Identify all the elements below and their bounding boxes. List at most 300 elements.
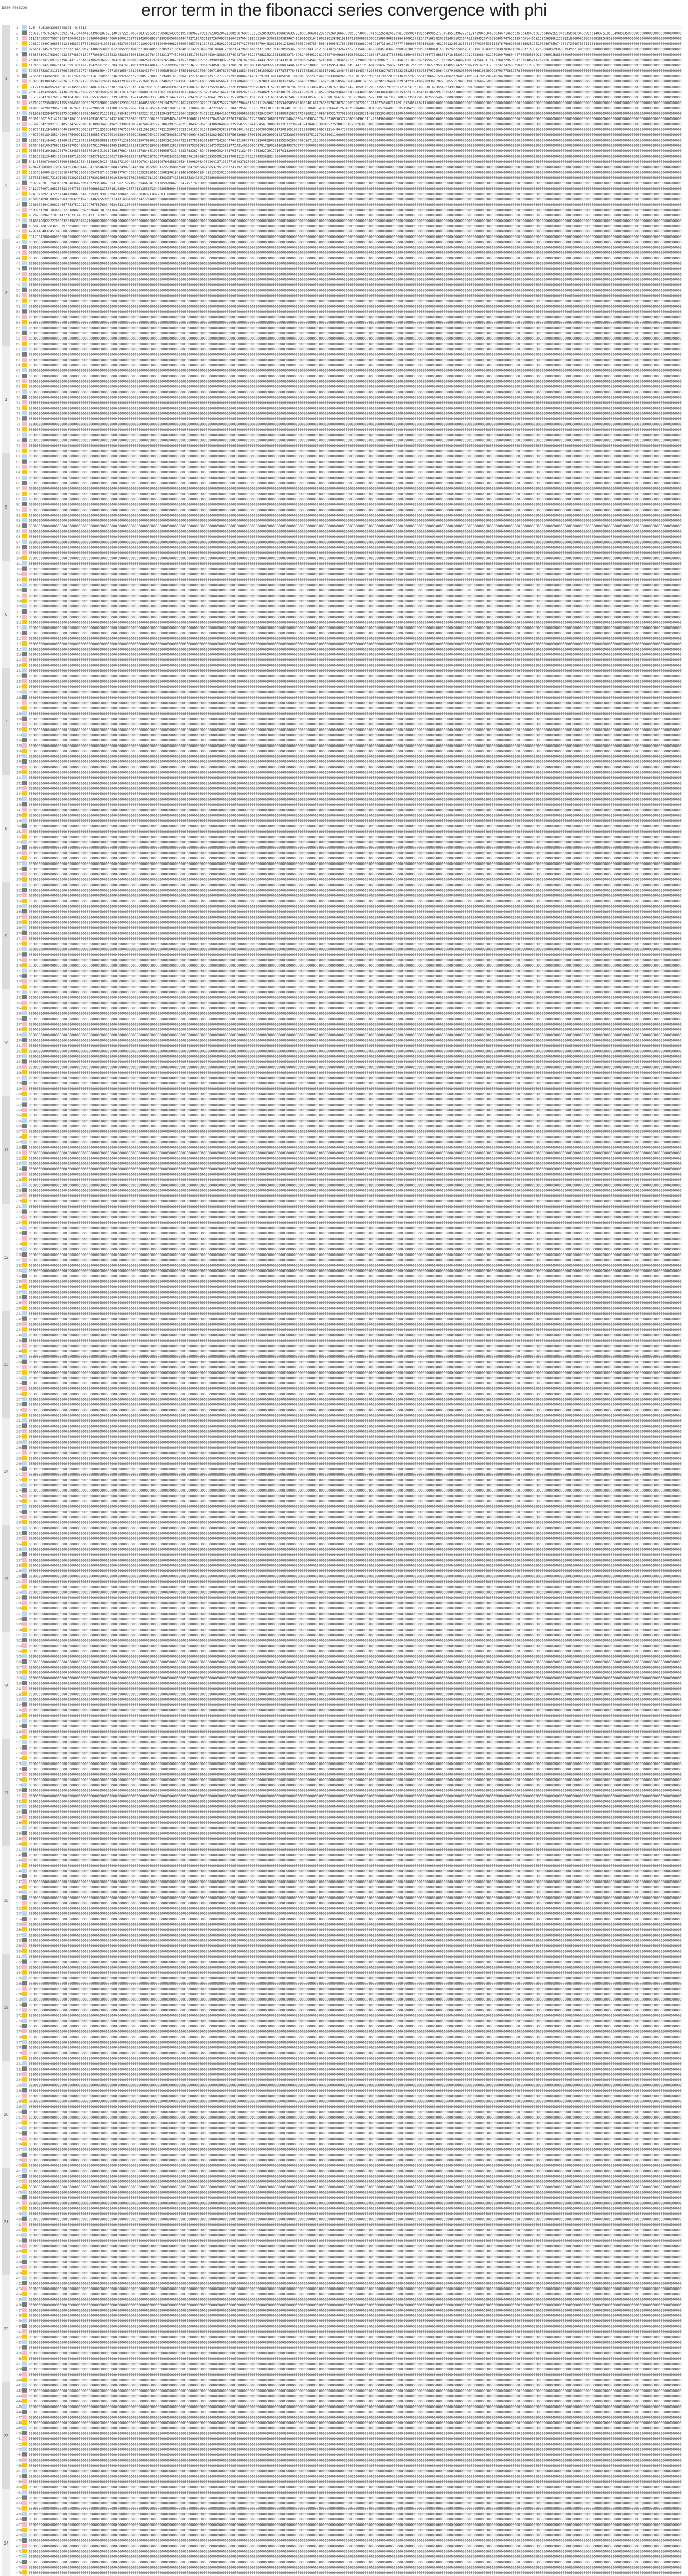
row-category-cell: [22, 588, 27, 592]
row-digits: 0000000000000000000000000000000000000000000000000000000000000000000000000000000000000000000000000000000000000000000000000000000000000000000000000000000000000000000000000000000000000000000000000000000000000000000000000000000000000000000000000000000000000000000000000000000000000000000000000000000000000000000000000000000000000000000000000000: [29, 406, 682, 411]
row-digits: 0000000000000000000000000000000000000000000000000000000000000000000000000000000000000000000000000000000000000000000000000000000000000000000000000000000000000000000000000000000000000000000000000000000000000000000000000000000000000000000000000000000000000000000000000000000000000000000000000000000000000000000000000000000000000000000000000000: [29, 840, 682, 844]
row-group-label: 17: [4, 1791, 9, 1795]
row-category-cell: [22, 245, 27, 249]
row-digits: 0000000000000000000000000000000000000000000000000000000000000000000000000000000000000000000000000000000000000000000000000000000000000000000000000000000000000000000000000000000000000000000000000000000000000000000000000000000000000000000000000000000000000000000000000000000000000000000000000000000000000000000000000000000000000000000000000000: [29, 798, 682, 802]
row-index: 415: [16, 2245, 22, 2248]
row-category-cell: [22, 1611, 27, 1615]
row-index: 374: [16, 2025, 22, 2029]
row-digits: 0000000000000000000000000000000000000000000000000000000000000000000000000000000000000000000000000000000000000000000000000000000000000000000000000000000000000000000000000000000000000000000000000000000000000000000000000000000000000000000000000000000000000000000000000000000000000000000000000000000000000000000000000000000000000000000000000000: [29, 2325, 682, 2329]
row-category-cell: [22, 218, 27, 222]
row-category-cell: [22, 116, 27, 121]
row-category-cell: [22, 840, 27, 844]
row-category-cell: [22, 695, 27, 699]
row-category-cell: [22, 1134, 27, 1139]
row-index: 356: [16, 1928, 22, 1932]
row-stripe: [28, 25, 682, 30]
row-digits: 0000000000000000000000000000000000000000000000000000000000000000000000000000000000000000000000000000000000000000000000000000000000000000000000000000000000000000000000000000000000000000000000000000000000000000000000000000000000000000000000000000000000000000000000000000000000000000000000000000000000000000000000000000000000000000000000000000: [29, 2185, 682, 2190]
row-category-cell: [22, 1397, 27, 1401]
row-digits: 8585301941758067423268748697159777896841185233458286059313301677647783211774526091835170352034630415802357492373643627878622321511535828734796240649327819588740068665198809222793664571868778855635360486327546477366856171885303999196230864322959309706604447669505609214966918885030000000000000000000000000000000000000000000000000000000000000: [29, 53, 682, 57]
row-index: 292: [16, 1586, 22, 1589]
row-category-cell: [22, 502, 27, 506]
row-category-cell: [22, 733, 27, 737]
row-digits: 0000000000000000000000000000000000000000000000000000000000000000000000000000000000000000000000000000000000000000000000000000000000000000000000000000000000000000000000000000000000000000000000000000000000000000000000000000000000000000000000000000000000000000000000000000000000000000000000000000000000000000000000000000000000000000000000000000: [29, 2207, 682, 2211]
row-index: 333: [16, 1805, 22, 1809]
row-index: 116: [16, 642, 22, 646]
row-index: 258: [16, 1403, 22, 1407]
row-digits: 0000000000000000000000000000000000000000000000000000000000000000000000000000000000000000000000000000000000000000000000000000000000000000000000000000000000000000000000000000000000000000000000000000000000000000000000000000000000000000000000000000000000000000000000000000000000000000000000000000000000000000000000000000000000000000000000000000: [29, 1671, 682, 1675]
row-category-cell: [22, 79, 27, 83]
row-index: 94: [16, 525, 20, 529]
row-index: 29: [16, 177, 20, 180]
row-category-cell: [22, 202, 27, 206]
row-digits: 0000000000000000000000000000000000000000000000000000000000000000000000000000000000000000000000000000000000000000000000000000000000000000000000000000000000000000000000000000000000000000000000000000000000000000000000000000000000000000000000000000000000000000000000000000000000000000000000000000000000000000000000000000000000000000000000000000: [29, 1425, 682, 1429]
row-category-cell: [22, 272, 27, 276]
row-digits: 0000000000000000000000000000000000000000000000000000000000000000000000000000000000000000000000000000000000000000000000000000000000000000000000000000000000000000000000000000000000000000000000000000000000000000000000000000000000000000000000000000000000000000000000000000000000000000000000000000000000000000000000000000000000000000000000000000: [29, 931, 682, 936]
row-digits: 0000000000000000000000000000000000000000000000000000000000000000000000000000000000000000000000000000000000000000000000000000000000000000000000000000000000000000000000000000000000000000000000000000000000000000000000000000000000000000000000000000000000000000000000000000000000000000000000000000000000000000000000000000000000000000000000000000: [29, 2357, 682, 2361]
row-digits: 0000000000000000000000000000000000000000000000000000000000000000000000000000000000000000000000000000000000000000000000000000000000000000000000000000000000000000000000000000000000000000000000000000000000000000000000000000000000000000000000000000000000000000000000000000000000000000000000000000000000000000000000000000000000000000000000000000: [29, 391, 682, 395]
row-index: 343: [16, 1859, 22, 1862]
row-index: 310: [16, 1682, 22, 1686]
row-index: 142: [16, 782, 22, 786]
row-category-cell: [22, 2168, 27, 2173]
row-digits: 3117145553775974865713040112543596606208844660200017327782428008957428036056000444492718545318572670937916043570043885351094330611393999674162616651642902986138881681871895088093056519908686188848009227925457168582052924831027047115894520746686805747625115430144662258356599123582219569065963706928864868000000000000000000000000000000000000: [29, 37, 682, 41]
row-digits: 0000000000000000000000000000000000000000000000000000000000000000000000000000000000000000000000000000000000000000000000000000000000000000000000000000000000000000000000000000000000000000000000000000000000000000000000000000000000000000000000000000000000000000000000000000000000000000000000000000000000000000000000000000000000000000000000000000: [29, 342, 682, 346]
row-index: 322: [16, 1747, 22, 1750]
row-category-cell: [22, 668, 27, 672]
row-category-cell: [22, 534, 27, 538]
row-digits: 0000000000000000000000000000000000000000000000000000000000000000000000000000000000000000000000000000000000000000000000000000000000000000000000000000000000000000000000000000000000000000000000000000000000000000000000000000000000000000000000000000000000000000000000000000000000000000000000000000000000000000000000000000000000000000000000000000: [29, 1564, 682, 1568]
row-index: 208: [16, 1136, 22, 1139]
row-category-cell: [22, 2410, 27, 2414]
row-digits: 0000000000000000000000000000000000000000000000000000000000000000000000000000000000000000000000000000000000000000000000000000000000000000000000000000000000000000000000000000000000000000000000000000000000000000000000000000000000000000000000000000000000000000000000000000000000000000000000000000000000000000000000000000000000000000000000000000: [29, 331, 682, 335]
row-index: 97: [16, 541, 20, 545]
row-category-cell: [22, 1809, 27, 1814]
row-category-cell: [22, 2045, 27, 2049]
row-index: 100: [16, 557, 22, 561]
row-index: 300: [16, 1629, 22, 1632]
row-category-cell: [22, 1333, 27, 1337]
row-digits: 0000000000000000000000000000000000000000000000000000000000000000000000000000000000000000000000000000000000000000000000000000000000000000000000000000000000000000000000000000000000000000000000000000000000000000000000000000000000000000000000000000000000000000000000000000000000000000000000000000000000000000000000000000000000000000000000000000: [29, 1848, 682, 1852]
row-index: 377: [16, 2041, 22, 2045]
row-category-cell: [22, 599, 27, 603]
row-index: 152: [16, 836, 22, 839]
row-digits: 0000000000000000000000000000000000000000000000000000000000000000000000000000000000000000000000000000000000000000000000000000000000000000000000000000000000000000000000000000000000000000000000000000000000000000000000000000000000000000000000000000000000000000000000000000000000000000000000000000000000000000000000000000000000000000000000000000: [29, 2083, 682, 2088]
row-category-cell: [22, 1847, 27, 1851]
row-category-cell: [22, 867, 27, 871]
row-index: 76: [16, 428, 20, 432]
row-digits: 0000000000000000000000000000000000000000000000000000000000000000000000000000000000000000000000000000000000000000000000000000000000000000000000000000000000000000000000000000000000000000000000000000000000000000000000000000000000000000000000000000000000000000000000000000000000000000000000000000000000000000000000000000000000000000000000000000: [29, 1124, 682, 1128]
row-category-cell: [22, 1054, 27, 1058]
row-digits: 0000000000000000000000000000000000000000000000000000000000000000000000000000000000000000000000000000000000000000000000000000000000000000000000000000000000000000000000000000000000000000000000000000000000000000000000000000000000000000000000000000000000000000000000000000000000000000000000000000000000000000000000000000000000000000000000000000: [29, 1682, 682, 1686]
row-category-cell: [22, 1236, 27, 1240]
row-digits: 0000000000000000000000000000000000000000000000000000000000000000000000000000000000000000000000000000000000000000000000000000000000000000000000000000000000000000000000000000000000000000000000000000000000000000000000000000000000000000000000000000000000000000000000000000000000000000000000000000000000000000000000000000000000000000000000000000: [29, 524, 682, 529]
row-index: 71: [16, 401, 20, 405]
row-category-cell: [22, 1408, 27, 1412]
row-digits: 0000000000000000000000000000000000000000000000000000000000000000000000000000000000000000000000000000000000000000000000000000000000000000000000000000000000000000000000000000000000000000000000000000000000000000000000000000000000000000000000000000000000000000000000000000000000000000000000000000000000000000000000000000000000000000000000000000: [29, 974, 682, 978]
row-digits: 0000000000000000000000000000000000000000000000000000000000000000000000000000000000000000000000000000000000000000000000000000000000000000000000000000000000000000000000000000000000000000000000000000000000000000000000000000000000000000000000000000000000000000000000000000000000000000000000000000000000000000000000000000000000000000000000000000: [29, 1387, 682, 1391]
row-category-cell: [22, 1654, 27, 1658]
row-index: 276: [16, 1500, 22, 1503]
row-digits: 0000000000000000000000000000000000000000000000000000000000000000000000000000000000000000000000000000000000000000000000000000000000000000000000000000000000000000000000000000000000000000000000000000000000000000000000000000000000000000000000000000000000000000000000000000000000000000000000000000000000000000000000000000000000000000000000000000: [29, 835, 682, 839]
row-group-label: 14: [4, 1469, 9, 1474]
row-digits: 0000000000000000000000000000000000000000000000000000000000000000000000000000000000000000000000000000000000000000000000000000000000000000000000000000000000000000000000000000000000000000000000000000000000000000000000000000000000000000000000000000000000000000000000000000000000000000000000000000000000000000000000000000000000000000000000000000: [29, 438, 682, 443]
row-digits: 0000000000000000000000000000000000000000000000000000000000000000000000000000000000000000000000000000000000000000000000000000000000000000000000000000000000000000000000000000000000000000000000000000000000000000000000000000000000000000000000000000000000000000000000000000000000000000000000000000000000000000000000000000000000000000000000000000: [29, 653, 682, 657]
row-index: 205: [16, 1120, 22, 1123]
row-category-cell: [22, 2174, 27, 2178]
row-digits: 0000000000000000000000000000000000000000000000000000000000000000000000000000000000000000000000000000000000000000000000000000000000000000000000000000000000000000000000000000000000000000000000000000000000000000000000000000000000000000000000000000000000000000000000000000000000000000000000000000000000000000000000000000000000000000000000000000: [29, 1403, 682, 1407]
row-digits: 0000000000000000000000000000000000000000000000000000000000000000000000000000000000000000000000000000000000000000000000000000000000000000000000000000000000000000000000000000000000000000000000000000000000000000000000000000000000000000000000000000000000000000000000000000000000000000000000000000000000000000000000000000000000000000000000000000: [29, 2105, 682, 2109]
row-index: 126: [16, 696, 22, 700]
row-category-cell: [22, 1011, 27, 1015]
row-index: 409: [16, 2213, 22, 2216]
row-digits: 0000000000000000000000000000000000000000000000000000000000000000000000000000000000000000000000000000000000000000000000000000000000000000000000000000000000000000000000000000000000000000000000000000000000000000000000000000000000000000000000000000000000000000000000000000000000000000000000000000000000000000000000000000000000000000000000000000: [29, 1971, 682, 1975]
row-digits: 0000000000000000000000000000000000000000000000000000000000000000000000000000000000000000000000000000000000000000000000000000000000000000000000000000000000000000000000000000000000000000000000000000000000000000000000000000000000000000000000000000000000000000000000000000000000000000000000000000000000000000000000000000000000000000000000000000: [29, 1141, 682, 1145]
row-category-cell: [22, 1027, 27, 1031]
row-index: 390: [16, 2111, 22, 2114]
row-group-label: 11: [4, 1148, 9, 1153]
row-digits: 0000000000000000000000000000000000000000000000000000000000000000000000000000000000000000000000000000000000000000000000000000000000000000000000000000000000000000000000000000000000000000000000000000000000000000000000000000000000000000000000000000000000000000000000000000000000000000000000000000000000000000000000000000000000000000000000000000: [29, 2030, 682, 2034]
row-category-cell: [22, 2147, 27, 2151]
row-index: 462: [16, 2497, 22, 2500]
row-category-cell: [22, 2254, 27, 2258]
row-category-cell: [22, 749, 27, 753]
row-category-cell: [22, 722, 27, 726]
row-index: 22: [16, 139, 20, 143]
row-digits: 0000000000000000000000000000000000000000000000000000000000000000000000000000000000000000000000000000000000000000000000000000000000000000000000000000000000000000000000000000000000000000000000000000000000000000000000000000000000000000000000000000000000000000000000000000000000000000000000000000000000000000000000000000000000000000000000000000: [29, 2115, 682, 2120]
row-category-cell: [22, 2131, 27, 2135]
row-digits: 0000000000000000000000000000000000000000000000000000000000000000000000000000000000000000000000000000000000000000000000000000000000000000000000000000000000000000000000000000000000000000000000000000000000000000000000000000000000000000000000000000000000000000000000000000000000000000000000000000000000000000000000000000000000000000000000000000: [29, 385, 682, 389]
row-category-cell: [22, 1247, 27, 1251]
row-index: 196: [16, 1071, 22, 1075]
row-digits: 6968497687283439879756500000000000000000000000000000000000000000000000000000000000000000000000000000000000000000000000000000000000000000000000000000000000000000000000000000000000000000000000000000000000000000000000000000000000000000000000000000000000000000000000000000000000000000000000000000000000000000000000000000000000000000000000000000: [29, 224, 682, 228]
row-category-cell: [22, 1686, 27, 1690]
row-index: 61: [16, 348, 20, 351]
row-index: 311: [16, 1687, 22, 1691]
row-digits: 0000000000000000000000000000000000000000000000000000000000000000000000000000000000000000000000000000000000000000000000000000000000000000000000000000000000000000000000000000000000000000000000000000000000000000000000000000000000000000000000000000000000000000000000000000000000000000000000000000000000000000000000000000000000000000000000000000: [29, 444, 682, 448]
row-category-cell: [22, 422, 27, 426]
row-digits: 0000000000000000000000000000000000000000000000000000000000000000000000000000000000000000000000000000000000000000000000000000000000000000000000000000000000000000000000000000000000000000000000000000000000000000000000000000000000000000000000000000000000000000000000000000000000000000000000000000000000000000000000000000000000000000000000000000: [29, 1017, 682, 1021]
row-category-cell: [22, 213, 27, 217]
row-index: 9: [16, 70, 19, 73]
row-category-cell: [22, 936, 27, 940]
row-category-cell: [22, 2163, 27, 2167]
row-index: 421: [16, 2277, 22, 2280]
row-index: 332: [16, 1800, 22, 1804]
row-digits: 0000000000000000000000000000000000000000000000000000000000000000000000000000000000000000000000000000000000000000000000000000000000000000000000000000000000000000000000000000000000000000000000000000000000000000000000000000000000000000000000000000000000000000000000000000000000000000000000000000000000000000000000000000000000000000000000000000: [29, 1130, 682, 1134]
row-index: 367: [16, 1988, 22, 1991]
row-category-cell: [22, 1874, 27, 1878]
row-digits: 0000000000000000000000000000000000000000000000000000000000000000000000000000000000000000000000000000000000000000000000000000000000000000000000000000000000000000000000000000000000000000000000000000000000000000000000000000000000000000000000000000000000000000000000000000000000000000000000000000000000000000000000000000000000000000000000000000: [29, 953, 682, 957]
row-index: 460: [16, 2486, 22, 2489]
row-category-cell: [22, 2565, 27, 2569]
row-digits: 0000000000000000000000000000000000000000000000000000000000000000000000000000000000000000000000000000000000000000000000000000000000000000000000000000000000000000000000000000000000000000000000000000000000000000000000000000000000000000000000000000000000000000000000000000000000000000000000000000000000000000000000000000000000000000000000000000: [29, 1210, 682, 1214]
row-category-cell: [22, 68, 27, 72]
row-index: 476: [16, 2571, 22, 2575]
row-digits: 0000000000000000000000000000000000000000000000000000000000000000000000000000000000000000000000000000000000000000000000000000000000000000000000000000000000000000000000000000000000000000000000000000000000000000000000000000000000000000000000000000000000000000000000000000000000000000000000000000000000000000000000000000000000000000000000000000: [29, 963, 682, 968]
row-index: 336: [16, 1821, 22, 1825]
row-category-cell: [22, 1113, 27, 1117]
row-category-cell: [22, 2137, 27, 2141]
row-digits: 0000000000000000000000000000000000000000000000000000000000000000000000000000000000000000000000000000000000000000000000000000000000000000000000000000000000000000000000000000000000000000000000000000000000000000000000000000000000000000000000000000000000000000000000000000000000000000000000000000000000000000000000000000000000000000000000000000: [29, 808, 682, 812]
row-index: 406: [16, 2196, 22, 2200]
row-digits: 0000000000000000000000000000000000000000000000000000000000000000000000000000000000000000000000000000000000000000000000000000000000000000000000000000000000000000000000000000000000000000000000000000000000000000000000000000000000000000000000000000000000000000000000000000000000000000000000000000000000000000000000000000000000000000000000000000: [29, 878, 682, 882]
row-category-cell: [22, 958, 27, 962]
row-digits: 0000000000000000000000000000000000000000000000000000000000000000000000000000000000000000000000000000000000000000000000000000000000000000000000000000000000000000000000000000000000000000000000000000000000000000000000000000000000000000000000000000000000000000000000000000000000000000000000000000000000000000000000000000000000000000000000000000: [29, 503, 682, 507]
row-index: 386: [16, 2089, 22, 2093]
row-category-cell: [22, 883, 27, 887]
row-category-cell: [22, 2056, 27, 2060]
row-category-cell: [22, 1954, 27, 1958]
row-digits: 0000000000000000000000000000000000000000000000000000000000000000000000000000000000000000000000000000000000000000000000000000000000000000000000000000000000000000000000000000000000000000000000000000000000000000000000000000000000000000000000000000000000000000000000000000000000000000000000000000000000000000000000000000000000000000000000000000: [29, 2164, 682, 2168]
row-index: 447: [16, 2416, 22, 2420]
row-digits: 0000000000000000000000000000000000000000000000000000000000000000000000000000000000000000000000000000000000000000000000000000000000000000000000000000000000000000000000000000000000000000000000000000000000000000000000000000000000000000000000000000000000000000000000000000000000000000000000000000000000000000000000000000000000000000000000000000: [29, 1092, 682, 1096]
row-digits: 0000000000000000000000000000000000000000000000000000000000000000000000000000000000000000000000000000000000000000000000000000000000000000000000000000000000000000000000000000000000000000000000000000000000000000000000000000000000000000000000000000000000000000000000000000000000000000000000000000000000000000000000000000000000000000000000000000: [29, 2539, 682, 2543]
row-index: 465: [16, 2513, 22, 2516]
row-index: 241: [16, 1312, 22, 1316]
row-digits: 0000000000000000000000000000000000000000000000000000000000000000000000000000000000000000000000000000000000000000000000000000000000000000000000000000000000000000000000000000000000000000000000000000000000000000000000000000000000000000000000000000000000000000000000000000000000000000000000000000000000000000000000000000000000000000000000000000: [29, 2233, 682, 2238]
row-digits: 0000000000000000000000000000000000000000000000000000000000000000000000000000000000000000000000000000000000000000000000000000000000000000000000000000000000000000000000000000000000000000000000000000000000000000000000000000000000000000000000000000000000000000000000000000000000000000000000000000000000000000000000000000000000000000000000000000: [29, 1119, 682, 1123]
row-category-cell: [22, 1735, 27, 1739]
row-digits: 0000000000000000000000000000000000000000000000000000000000000000000000000000000000000000000000000000000000000000000000000000000000000000000000000000000000000000000000000000000000000000000000000000000000000000000000000000000000000000000000000000000000000000000000000000000000000000000000000000000000000000000000000000000000000000000000000000: [29, 1499, 682, 1503]
row-digits: 0000000000000000000000000000000000000000000000000000000000000000000000000000000000000000000000000000000000000000000000000000000000000000000000000000000000000000000000000000000000000000000000000000000000000000000000000000000000000000000000000000000000000000000000000000000000000000000000000000000000000000000000000000000000000000000000000000: [29, 1494, 682, 1498]
row-category-cell: [22, 711, 27, 715]
row-index: 229: [16, 1248, 22, 1252]
row-category-cell: [22, 2383, 27, 2387]
row-index: 305: [16, 1655, 22, 1659]
row-digits: 0000000000000000000000000000000000000000000000000000000000000000000000000000000000000000000000000000000000000000000000000000000000000000000000000000000000000000000000000000000000000000000000000000000000000000000000000000000000000000000000000000000000000000000000000000000000000000000000000000000000000000000000000000000000000000000000000000: [29, 1157, 682, 1161]
row-category-cell: [22, 1300, 27, 1304]
column-header: base: [2, 5, 11, 10]
row-digits: 0000000000000000000000000000000000000000000000000000000000000000000000000000000000000000000000000000000000000000000000000000000000000000000000000000000000000000000000000000000000000000000000000000000000000000000000000000000000000000000000000000000000000000000000000000000000000000000000000000000000000000000000000000000000000000000000000000: [29, 792, 682, 796]
row-index: 49: [16, 284, 20, 287]
row-digits: 0000000000000000000000000000000000000000000000000000000000000000000000000000000000000000000000000000000000000000000000000000000000000000000000000000000000000000000000000000000000000000000000000000000000000000000000000000000000000000000000000000000000000000000000000000000000000000000000000000000000000000000000000000000000000000000000000000: [29, 1580, 682, 1584]
row-index: 31: [16, 187, 20, 191]
row-digits: 0000000000000000000000000000000000000000000000000000000000000000000000000000000000000000000000000000000000000000000000000000000000000000000000000000000000000000000000000000000000000000000000000000000000000000000000000000000000000000000000000000000000000000000000000000000000000000000000000000000000000000000000000000000000000000000000000000: [29, 2282, 682, 2286]
row-index: 110: [16, 611, 22, 614]
row-category-cell: [22, 1729, 27, 1733]
row-index: 151: [16, 830, 22, 834]
row-category-cell: [22, 802, 27, 806]
row-index: 227: [16, 1238, 22, 1241]
row-index: 426: [16, 2303, 22, 2307]
row-category-cell: [22, 266, 27, 270]
row-index: 270: [16, 1468, 22, 1471]
row-index: 366: [16, 1982, 22, 1986]
row-digits: 0000000000000000000000000000000000000000000000000000000000000000000000000000000000000000000000000000000000000000000000000000000000000000000000000000000000000000000000000000000000000000000000000000000000000000000000000000000000000000000000000000000000000000000000000000000000000000000000000000000000000000000000000000000000000000000000000000: [29, 1451, 682, 1455]
row-category-cell: [22, 979, 27, 983]
row-category-cell: [22, 1547, 27, 1551]
row-category-cell: [22, 127, 27, 131]
row-index: 13: [16, 91, 20, 94]
row-index: 37: [16, 219, 20, 223]
row-index: 307: [16, 1666, 22, 1670]
row-digits: 0000000000000000000000000000000000000000000000000000000000000000000000000000000000000000000000000000000000000000000000000000000000000000000000000000000000000000000000000000000000000000000000000000000000000000000000000000000000000000000000000000000000000000000000000000000000000000000000000000000000000000000000000000000000000000000000000000: [29, 246, 682, 250]
row-category-cell: [22, 106, 27, 110]
row-digits: 0000000000000000000000000000000000000000000000000000000000000000000000000000000000000000000000000000000000000000000000000000000000000000000000000000000000000000000000000000000000000000000000000000000000000000000000000000000000000000000000000000000000000000000000000000000000000000000000000000000000000000000000000000000000000000000000000000: [29, 2501, 682, 2505]
row-index: 434: [16, 2347, 22, 2350]
row-digits: 0000000000000000000000000000000000000000000000000000000000000000000000000000000000000000000000000000000000000000000000000000000000000000000000000000000000000000000000000000000000000000000000000000000000000000000000000000000000000000000000000000000000000000000000000000000000000000000000000000000000000000000000000000000000000000000000000000: [29, 2137, 682, 2141]
row-group-bar: [2, 2489, 10, 2576]
row-digits: 0000000000000000000000000000000000000000000000000000000000000000000000000000000000000000000000000000000000000000000000000000000000000000000000000000000000000000000000000000000000000000000000000000000000000000000000000000000000000000000000000000000000000000000000000000000000000000000000000000000000000000000000000000000000000000000000000000: [29, 2057, 682, 2061]
row-index: 463: [16, 2502, 22, 2505]
row-digits: 0000000000000000000000000000000000000000000000000000000000000000000000000000000000000000000000000000000000000000000000000000000000000000000000000000000000000000000000000000000000000000000000000000000000000000000000000000000000000000000000000000000000000000000000000000000000000000000000000000000000000000000000000000000000000000000000000000: [29, 1623, 682, 1627]
row-index: 53: [16, 305, 20, 309]
row-digits: 0000000000000000000000000000000000000000000000000000000000000000000000000000000000000000000000000000000000000000000000000000000000000000000000000000000000000000000000000000000000000000000000000000000000000000000000000000000000000000000000000000000000000000000000000000000000000000000000000000000000000000000000000000000000000000000000000000: [29, 771, 682, 775]
row-category-cell: [22, 914, 27, 919]
row-category-cell: [22, 164, 27, 168]
row-digits: 0000000000000000000000000000000000000000000000000000000000000000000000000000000000000000000000000000000000000000000000000000000000000000000000000000000000000000000000000000000000000000000000000000000000000000000000000000000000000000000000000000000000000000000000000000000000000000000000000000000000000000000000000000000000000000000000000000: [29, 267, 682, 271]
row-category-cell: [22, 1970, 27, 1974]
row-digits: 0000000000000000000000000000000000000000000000000000000000000000000000000000000000000000000000000000000000000000000000000000000000000000000000000000000000000000000000000000000000000000000000000000000000000000000000000000000000000000000000000000000000000000000000000000000000000000000000000000000000000000000000000000000000000000000000000000: [29, 664, 682, 668]
row-digits: 4797446483245164000000000000000000000000000000000000000000000000000000000000000000000000000000000000000000000000000000000000000000000000000000000000000000000000000000000000000000000000000000000000000000000000000000000000000000000000000000000000000000000000000000000000000000000000000000000000000000000000000000000000000000000000000000000000: [29, 230, 682, 234]
row-digits: 0000000000000000000000000000000000000000000000000000000000000000000000000000000000000000000000000000000000000000000000000000000000000000000000000000000000000000000000000000000000000000000000000000000000000000000000000000000000000000000000000000000000000000000000000000000000000000000000000000000000000000000000000000000000000000000000000000: [29, 1660, 682, 1664]
row-category-cell: [22, 1510, 27, 1514]
row-digits: 0000000000000000000000000000000000000000000000000000000000000000000000000000000000000000000000000000000000000000000000000000000000000000000000000000000000000000000000000000000000000000000000000000000000000000000000000000000000000000000000000000000000000000000000000000000000000000000000000000000000000000000000000000000000000000000000000000: [29, 2025, 682, 2029]
row-digits: 0000000000000000000000000000000000000000000000000000000000000000000000000000000000000000000000000000000000000000000000000000000000000000000000000000000000000000000000000000000000000000000000000000000000000000000000000000000000000000000000000000000000000000000000000000000000000000000000000000000000000000000000000000000000000000000000000000: [29, 2014, 682, 2018]
row-digits: 0000000000000000000000000000000000000000000000000000000000000000000000000000000000000000000000000000000000000000000000000000000000000000000000000000000000000000000000000000000000000000000000000000000000000000000000000000000000000000000000000000000000000000000000000000000000000000000000000000000000000000000000000000000000000000000000000000: [29, 2346, 682, 2350]
row-index: 473: [16, 2555, 22, 2559]
row-index: 43: [16, 251, 20, 255]
row-category-cell: [22, 2190, 27, 2194]
row-index: 459: [16, 2481, 22, 2484]
row-index: 287: [16, 1559, 22, 1563]
row-digits: 0000000000000000000000000000000000000000000000000000000000000000000000000000000000000000000000000000000000000000000000000000000000000000000000000000000000000000000000000000000000000000000000000000000000000000000000000000000000000000000000000000000000000000000000000000000000000000000000000000000000000000000000000000000000000000000000000000: [29, 2534, 682, 2538]
row-digits: 0000000000000000000000000000000000000000000000000000000000000000000000000000000000000000000000000000000000000000000000000000000000000000000000000000000000000000000000000000000000000000000000000000000000000000000000000000000000000000000000000000000000000000000000000000000000000000000000000000000000000000000000000000000000000000000000000000: [29, 1950, 682, 1954]
row-group-label: 2: [5, 183, 8, 188]
row-index: 56: [16, 321, 20, 325]
row-index: 378: [16, 2046, 22, 2050]
row-digits: 0000000000000000000000000000000000000000000000000000000000000000000000000000000000000000000000000000000000000000000000000000000000000000000000000000000000000000000000000000000000000000000000000000000000000000000000000000000000000000000000000000000000000000000000000000000000000000000000000000000000000000000000000000000000000000000000000000: [29, 637, 682, 641]
row-digits: 0000000000000000000000000000000000000000000000000000000000000000000000000000000000000000000000000000000000000000000000000000000000000000000000000000000000000000000000000000000000000000000000000000000000000000000000000000000000000000000000000000000000000000000000000000000000000000000000000000000000000000000000000000000000000000000000000000: [29, 1708, 682, 1713]
row-digits: 0000000000000000000000000000000000000000000000000000000000000000000000000000000000000000000000000000000000000000000000000000000000000000000000000000000000000000000000000000000000000000000000000000000000000000000000000000000000000000000000000000000000000000000000000000000000000000000000000000000000000000000000000000000000000000000000000000: [29, 1173, 682, 1177]
row-index: 452: [16, 2443, 22, 2447]
row-digits: 0000000000000000000000000000000000000000000000000000000000000000000000000000000000000000000000000000000000000000000000000000000000000000000000000000000000000000000000000000000000000000000000000000000000000000000000000000000000000000000000000000000000000000000000000000000000000000000000000000000000000000000000000000000000000000000000000000: [29, 519, 682, 523]
row-category-cell: [22, 2179, 27, 2183]
row-category-cell: [22, 2345, 27, 2349]
row-digits: 0000000000000000000000000000000000000000000000000000000000000000000000000000000000000000000000000000000000000000000000000000000000000000000000000000000000000000000000000000000000000000000000000000000000000000000000000000000000000000000000000000000000000000000000000000000000000000000000000000000000000000000000000000000000000000000000000000: [29, 310, 682, 314]
row-digits: 9692878201125894032804834476054032935006790531982150716006544694790176597086288547497192000000000000000000000000000000000000000000000000000000000000000000000000000000000000000000000000000000000000000000000000000000000000000000000000000000000000000000000000000000000000000000000000000000000000000000000000000000000000000000000000000000000000: [29, 181, 682, 185]
row-index: 184: [16, 1007, 22, 1011]
row-digits: 0000000000000000000000000000000000000000000000000000000000000000000000000000000000000000000000000000000000000000000000000000000000000000000000000000000000000000000000000000000000000000000000000000000000000000000000000000000000000000000000000000000000000000000000000000000000000000000000000000000000000000000000000000000000000000000000000000: [29, 454, 682, 459]
row-category-cell: [22, 845, 27, 849]
row-category-cell: [22, 1552, 27, 1556]
row-index: 218: [16, 1189, 22, 1193]
row-category-cell: [22, 583, 27, 587]
row-category-cell: [22, 454, 27, 458]
row-digits: 0000000000000000000000000000000000000000000000000000000000000000000000000000000000000000000000000000000000000000000000000000000000000000000000000000000000000000000000000000000000000000000000000000000000000000000000000000000000000000000000000000000000000000000000000000000000000000000000000000000000000000000000000000000000000000000000000000: [29, 2416, 682, 2420]
row-digits: 0000000000000000000000000000000000000000000000000000000000000000000000000000000000000000000000000000000000000000000000000000000000000000000000000000000000000000000000000000000000000000000000000000000000000000000000000000000000000000000000000000000000000000000000000000000000000000000000000000000000000000000000000000000000000000000000000000: [29, 2517, 682, 2521]
row-index: 392: [16, 2122, 22, 2125]
row-digits: 0000000000000000000000000000000000000000000000000000000000000000000000000000000000000000000000000000000000000000000000000000000000000000000000000000000000000000000000000000000000000000000000000000000000000000000000000000000000000000000000000000000000000000000000000000000000000000000000000000000000000000000000000000000000000000000000000000: [29, 337, 682, 341]
row-index: 150: [16, 825, 22, 828]
row-category-cell: [22, 1274, 27, 1278]
row-category-cell: [22, 625, 27, 630]
row-index: 309: [16, 1677, 22, 1681]
row-digits: 0000000000000000000000000000000000000000000000000000000000000000000000000000000000000000000000000000000000000000000000000000000000000000000000000000000000000000000000000000000000000000000000000000000000000000000000000000000000000000000000000000000000000000000000000000000000000000000000000000000000000000000000000000000000000000000000000000: [29, 1644, 682, 1648]
row-digits: 0000000000000000000000000000000000000000000000000000000000000000000000000000000000000000000000000000000000000000000000000000000000000000000000000000000000000000000000000000000000000000000000000000000000000000000000000000000000000000000000000000000000000000000000000000000000000000000000000000000000000000000000000000000000000000000000000000: [29, 1151, 682, 1155]
row-digits: 0000000000000000000000000000000000000000000000000000000000000000000000000000000000000000000000000000000000000000000000000000000000000000000000000000000000000000000000000000000000000000000000000000000000000000000000000000000000000000000000000000000000000000000000000000000000000000000000000000000000000000000000000000000000000000000000000000: [29, 1285, 682, 1289]
row-category-cell: [22, 1665, 27, 1669]
row-index: 87: [16, 487, 20, 491]
row-digits: 0000000000000000000000000000000000000000000000000000000000000000000000000000000000000000000000000000000000000000000000000000000000000000000000000000000000000000000000000000000000000000000000000000000000000000000000000000000000000000000000000000000000000000000000000000000000000000000000000000000000000000000000000000000000000000000000000000: [29, 2276, 682, 2280]
row-index: 347: [16, 1880, 22, 1884]
row-category-cell: [22, 2361, 27, 2365]
row-digits: 0000000000000000000000000000000000000000000000000000000000000000000000000000000000000000000000000000000000000000000000000000000000000000000000000000000000000000000000000000000000000000000000000000000000000000000000000000000000000000000000000000000000000000000000000000000000000000000000000000000000000000000000000000000000000000000000000000: [29, 2041, 682, 2045]
row-category-cell: [22, 1949, 27, 1953]
row-index: 385: [16, 2084, 22, 2088]
row-index: 404: [16, 2186, 22, 2190]
row-digits: 0000000000000000000000000000000000000000000000000000000000000000000000000000000000000000000000000000000000000000000000000000000000000000000000000000000000000000000000000000000000000000000000000000000000000000000000000000000000000000000000000000000000000000000000000000000000000000000000000000000000000000000000000000000000000000000000000000: [29, 2293, 682, 2297]
row-index: 278: [16, 1511, 22, 1514]
row-digits: 0000000000000000000000000000000000000000000000000000000000000000000000000000000000000000000000000000000000000000000000000000000000000000000000000000000000000000000000000000000000000000000000000000000000000000000000000000000000000000000000000000000000000000000000000000000000000000000000000000000000000000000000000000000000000000000000000000: [29, 1767, 682, 1771]
row-index: 159: [16, 873, 22, 877]
row-index: 92: [16, 514, 20, 518]
row-category-cell: [22, 1745, 27, 1749]
row-index: 12: [16, 86, 20, 89]
row-digits: 0000000000000000000000000000000000000000000000000000000000000000000000000000000000000000000000000000000000000000000000000000000000000000000000000000000000000000000000000000000000000000000000000000000000000000000000000000000000000000000000000000000000000000000000000000000000000000000000000000000000000000000000000000000000000000000000000000: [29, 1033, 682, 1038]
row-index: 337: [16, 1827, 22, 1831]
row-category-cell: [22, 2270, 27, 2275]
row-index: 52: [16, 300, 20, 303]
row-digits: 0000000000000000000000000000000000000000000000000000000000000000000000000000000000000000000000000000000000000000000000000000000000000000000000000000000000000000000000000000000000000000000000000000000000000000000000000000000000000000000000000000000000000000000000000000000000000000000000000000000000000000000000000000000000000000000000000000: [29, 1505, 682, 1509]
row-category-cell: [22, 2426, 27, 2430]
row-category-cell: [22, 411, 27, 415]
row-category-cell: [22, 250, 27, 255]
row-index: 58: [16, 332, 20, 335]
row-index: 348: [16, 1886, 22, 1889]
row-index: 298: [16, 1618, 22, 1621]
row-category-cell: [22, 2506, 27, 2510]
row-category-cell: [22, 95, 27, 99]
row-index: 129: [16, 713, 22, 716]
row-category-cell: [22, 352, 27, 356]
row-index: 148: [16, 814, 22, 818]
row-category-cell: [22, 990, 27, 994]
row-index: 308: [16, 1671, 22, 1675]
row-digits: 0000000000000000000000000000000000000000000000000000000000000000000000000000000000000000000000000000000000000000000000000000000000000000000000000000000000000000000000000000000000000000000000000000000000000000000000000000000000000000000000000000000000000000000000000000000000000000000000000000000000000000000000000000000000000000000000000000: [29, 1205, 682, 1209]
row-index: 264: [16, 1436, 22, 1439]
row-category-cell: [22, 256, 27, 260]
row-digits: 0000000000000000000000000000000000000000000000000000000000000000000000000000000000000000000000000000000000000000000000000000000000000000000000000000000000000000000000000000000000000000000000000000000000000000000000000000000000000000000000000000000000000000000000000000000000000000000000000000000000000000000000000000000000000000000000000000: [29, 1896, 682, 1900]
row-category-cell: [22, 657, 27, 662]
row-category-cell: [22, 2184, 27, 2189]
row-digits: 0000000000000000000000000000000000000000000000000000000000000000000000000000000000000000000000000000000000000000000000000000000000000000000000000000000000000000000000000000000000000000000000000000000000000000000000000000000000000000000000000000000000000000000000000000000000000000000000000000000000000000000000000000000000000000000000000000: [29, 1382, 682, 1386]
row-digits: 0000000000000000000000000000000000000000000000000000000000000000000000000000000000000000000000000000000000000000000000000000000000000000000000000000000000000000000000000000000000000000000000000000000000000000000000000000000000000000000000000000000000000000000000000000000000000000000000000000000000000000000000000000000000000000000000000000: [29, 1007, 682, 1011]
row-category-cell: [22, 1836, 27, 1840]
row-index: 120: [16, 664, 22, 668]
row-digits: 3517504200000000000000000000000000000000000000000000000000000000000000000000000000000000000000000000000000000000000000000000000000000000000000000000000000000000000000000000000000000000000000000000000000000000000000000000000000000000000000000000000000000000000000000000000000000000000000000000000000000000000000000000000000000000000000000000: [29, 235, 682, 239]
row-digits: 0000000000000000000000000000000000000000000000000000000000000000000000000000000000000000000000000000000000000000000000000000000000000000000000000000000000000000000000000000000000000000000000000000000000000000000000000000000000000000000000000000000000000000000000000000000000000000000000000000000000000000000000000000000000000000000000000000: [29, 294, 682, 298]
row-digits: 0000000000000000000000000000000000000000000000000000000000000000000000000000000000000000000000000000000000000000000000000000000000000000000000000000000000000000000000000000000000000000000000000000000000000000000000000000000000000000000000000000000000000000000000000000000000000000000000000000000000000000000000000000000000000000000000000000: [29, 278, 682, 282]
row-category-cell: [22, 700, 27, 704]
row-digits: 0000000000000000000000000000000000000000000000000000000000000000000000000000000000000000000000000000000000000000000000000000000000000000000000000000000000000000000000000000000000000000000000000000000000000000000000000000000000000000000000000000000000000000000000000000000000000000000000000000000000000000000000000000000000000000000000000000: [29, 1253, 682, 1257]
row-category-cell: [22, 1354, 27, 1358]
row-category-cell: [22, 1804, 27, 1808]
row-category-cell: [22, 1751, 27, 1755]
row-category-cell: [22, 2495, 27, 2499]
row-digits: 0000000000000000000000000000000000000000000000000000000000000000000000000000000000000000000000000000000000000000000000000000000000000000000000000000000000000000000000000000000000000000000000000000000000000000000000000000000000000000000000000000000000000000000000000000000000000000000000000000000000000000000000000000000000000000000000000000: [29, 1435, 682, 1439]
row-index: 54: [16, 311, 20, 314]
row-category-cell: [22, 1242, 27, 1246]
row-digits: 0000000000000000000000000000000000000000000000000000000000000000000000000000000000000000000000000000000000000000000000000000000000000000000000000000000000000000000000000000000000000000000000000000000000000000000000000000000000000000000000000000000000000000000000000000000000000000000000000000000000000000000000000000000000000000000000000000: [29, 1344, 682, 1348]
row-category-cell: [22, 465, 27, 469]
row-digits: 0756342145797333507753216439957013063630068612005593518406710884053962853171351846081329186825981806817576219479400746633713321911828585347858332343125213941873232674322831544896122884518347936609810093593853308401588192567248678192155189430532838783611066283715997262066832934887935621400000000000000000000000000000000000000000000000000000: [29, 47, 682, 52]
row-digits: 2780182494159611406775275129872976758760147634583120099500000000000000000000000000000000000000000000000000000000000000000000000000000000000000000000000000000000000000000000000000000000000000000000000000000000000000000000000000000000000000000000000000000000000000000000000000000000000000000000000000000000000000000000000000000000000000000000: [29, 203, 682, 207]
row-digits: 0000000000000000000000000000000000000000000000000000000000000000000000000000000000000000000000000000000000000000000000000000000000000000000000000000000000000000000000000000000000000000000000000000000000000000000000000000000000000000000000000000000000000000000000000000000000000000000000000000000000000000000000000000000000000000000000000000: [29, 1296, 682, 1300]
row-category-cell: [22, 1204, 27, 1208]
row-index: 62: [16, 353, 20, 357]
row-category-cell: [22, 556, 27, 560]
